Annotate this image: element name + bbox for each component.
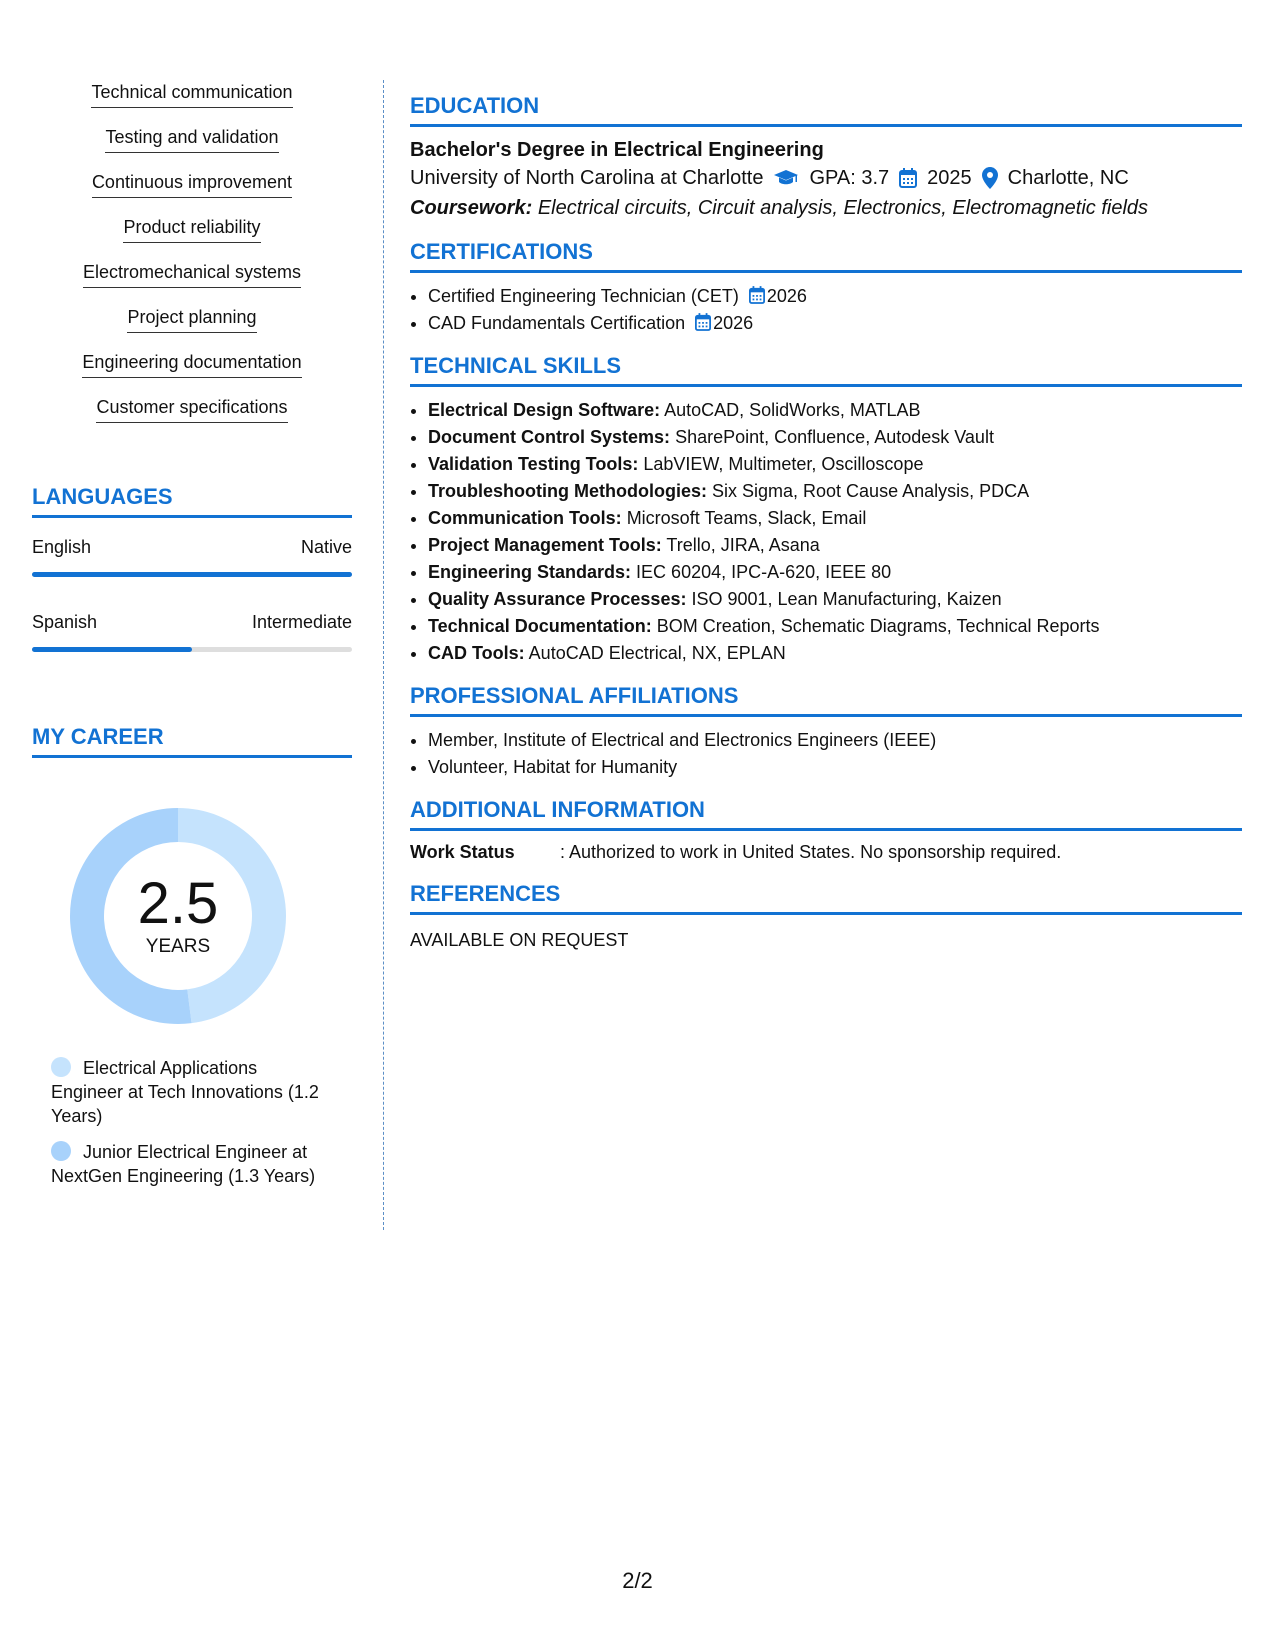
references-title: REFERENCES <box>410 881 1242 915</box>
affiliations-title: PROFESSIONAL AFFILIATIONS <box>410 683 1242 717</box>
skill-category: Electrical Design Software: <box>428 400 661 420</box>
skill-category: Engineering Standards: <box>428 562 632 582</box>
skill-item <box>32 260 352 305</box>
certification-item <box>428 283 1242 310</box>
technical-skill-item <box>428 478 1242 505</box>
skill-category: Document Control Systems: <box>428 427 671 447</box>
references-text: AVAILABLE ON REQUEST <box>410 930 629 950</box>
work-status-value: : Authorized to work in United States. No sponsorship required. <box>560 842 1062 862</box>
skill-item <box>32 215 352 260</box>
career-years-number: 2.5 <box>137 871 219 936</box>
skill-label: Customer specifications <box>96 395 287 423</box>
language-proficiency-fill <box>32 572 352 577</box>
education-title: EDUCATION <box>410 93 1242 127</box>
legend-dot <box>51 1141 71 1161</box>
career-legend <box>32 1056 332 1200</box>
skill-values: ISO 9001, Lean Manufacturing, Kaizen <box>691 589 1002 609</box>
skill-values: AutoCAD, SolidWorks, MATLAB <box>664 400 921 420</box>
skill-label: Project planning <box>127 305 256 333</box>
calendar-icon <box>695 313 711 331</box>
affiliation-item: • Member, Institute of Electrical and Electronics Engineers (IEEE) <box>428 727 1242 754</box>
skill-values: SharePoint, Confluence, Autodesk Vault <box>675 427 994 447</box>
language-proficiency-bar <box>32 647 352 652</box>
education-meta <box>410 163 1242 193</box>
certification-name: Certified Engineering Technician (CET) <box>428 286 739 306</box>
skill-values: Six Sigma, Root Cause Analysis, PDCA <box>712 481 1030 501</box>
skill-values: IEC 60204, IPC-A-620, IEEE 80 <box>636 562 892 582</box>
page-number: 2/2 <box>622 1568 653 1593</box>
technical-skill-item <box>428 586 1242 613</box>
work-status-row <box>410 839 1242 865</box>
skill-item <box>32 170 352 215</box>
technical-skill-item <box>428 640 1242 667</box>
technical-skill-item <box>428 532 1242 559</box>
skill-item <box>32 80 352 125</box>
skill-item <box>32 305 352 350</box>
career-total <box>66 804 290 1028</box>
coursework-label: Coursework: <box>410 197 533 219</box>
certification-year: 2026 <box>713 313 754 333</box>
skill-category: Validation Testing Tools: <box>428 454 639 474</box>
calendar-icon <box>749 286 765 304</box>
left-column <box>32 80 352 1194</box>
technical-skill-item <box>428 559 1242 586</box>
technical-skill-item <box>428 397 1242 424</box>
affiliations-list <box>410 727 1242 781</box>
language-name: Spanish <box>32 612 98 632</box>
legend-label: Junior Electrical Engineer at NextGen Engineering (1.3 Years) <box>51 1142 316 1186</box>
technical-skills-section <box>410 353 1242 667</box>
skill-label: Technical communication <box>91 80 292 108</box>
school-name: University of North Carolina at Charlotte <box>410 167 764 189</box>
technical-skills-title: TECHNICAL SKILLS <box>410 353 1242 387</box>
skill-label: Continuous improvement <box>92 170 292 198</box>
gpa: GPA: 3.7 <box>809 167 890 189</box>
skill-label: Testing and validation <box>105 125 278 153</box>
career-section <box>32 724 352 1194</box>
skill-category: Communication Tools: <box>428 508 622 528</box>
education-section <box>410 93 1242 223</box>
certifications-list <box>410 283 1242 337</box>
languages-section <box>32 484 352 652</box>
skill-item <box>32 395 352 440</box>
skill-label: Product reliability <box>123 215 260 243</box>
skill-values: AutoCAD Electrical, NX, EPLAN <box>528 643 786 663</box>
coursework-list: Electrical circuits, Circuit analysis, Electronics, Electromagnetic fields <box>537 197 1149 219</box>
location-pin-icon <box>982 167 998 189</box>
legend-item <box>32 1056 332 1128</box>
skill-category: Troubleshooting Methodologies: <box>428 481 707 501</box>
technical-skill-item <box>428 613 1242 640</box>
right-column <box>410 93 1242 969</box>
graduation-year: 2025 <box>927 167 972 189</box>
work-status-label: Work Status <box>410 842 515 862</box>
language-item <box>32 536 352 577</box>
certifications-section <box>410 239 1242 337</box>
language-item <box>32 611 352 652</box>
skill-category: Quality Assurance Processes: <box>428 589 687 609</box>
legend-item <box>32 1140 332 1188</box>
technical-skill-item <box>428 424 1242 451</box>
technical-skill-item <box>428 505 1242 532</box>
skills-list <box>32 80 352 440</box>
technical-skills-list <box>410 397 1242 667</box>
skill-item <box>32 350 352 395</box>
language-proficiency-fill <box>32 647 192 652</box>
language-level: Native <box>300 537 352 557</box>
technical-skill-item <box>428 451 1242 478</box>
calendar-icon <box>899 168 917 188</box>
skill-values: Trello, JIRA, Asana <box>666 535 820 555</box>
languages-title: LANGUAGES <box>32 484 352 518</box>
certification-year: 2026 <box>766 286 807 306</box>
skill-category: CAD Tools: <box>428 643 525 663</box>
certifications-title: CERTIFICATIONS <box>410 239 1242 273</box>
legend-label: Electrical Applications Engineer at Tech Innovations (1.2 Years) <box>51 1058 319 1126</box>
skill-values: LabVIEW, Multimeter, Oscilloscope <box>643 454 924 474</box>
skill-category: Project Management Tools: <box>428 535 662 555</box>
certification-item <box>428 310 1242 337</box>
certification-name: CAD Fundamentals Certification <box>428 313 686 333</box>
school-location: Charlotte, NC <box>1007 167 1129 189</box>
legend-dot <box>51 1057 71 1077</box>
career-years-unit: YEARS <box>145 936 211 957</box>
references-section <box>410 881 1242 953</box>
skill-values: BOM Creation, Schematic Diagrams, Technical Reports <box>656 616 1100 636</box>
affiliations-section <box>410 683 1242 781</box>
affiliation-item: • Volunteer, Habitat for Humanity <box>428 754 1242 781</box>
skill-label: Engineering documentation <box>82 350 301 378</box>
degree-name: Bachelor's Degree in Electrical Engineering <box>410 139 824 161</box>
skill-values: Microsoft Teams, Slack, Email <box>626 508 867 528</box>
skill-label: Electromechanical systems <box>83 260 301 288</box>
career-title: MY CAREER <box>32 724 352 758</box>
additional-info-section <box>410 797 1242 865</box>
coursework <box>410 193 1242 223</box>
skill-category: Technical Documentation: <box>428 616 652 636</box>
language-level: Intermediate <box>251 612 352 632</box>
language-proficiency-bar <box>32 572 352 577</box>
column-divider <box>383 80 384 1230</box>
skill-item <box>32 125 352 170</box>
language-name: English <box>32 537 92 557</box>
graduation-cap-icon <box>773 169 799 187</box>
additional-info-title: ADDITIONAL INFORMATION <box>410 797 1242 831</box>
